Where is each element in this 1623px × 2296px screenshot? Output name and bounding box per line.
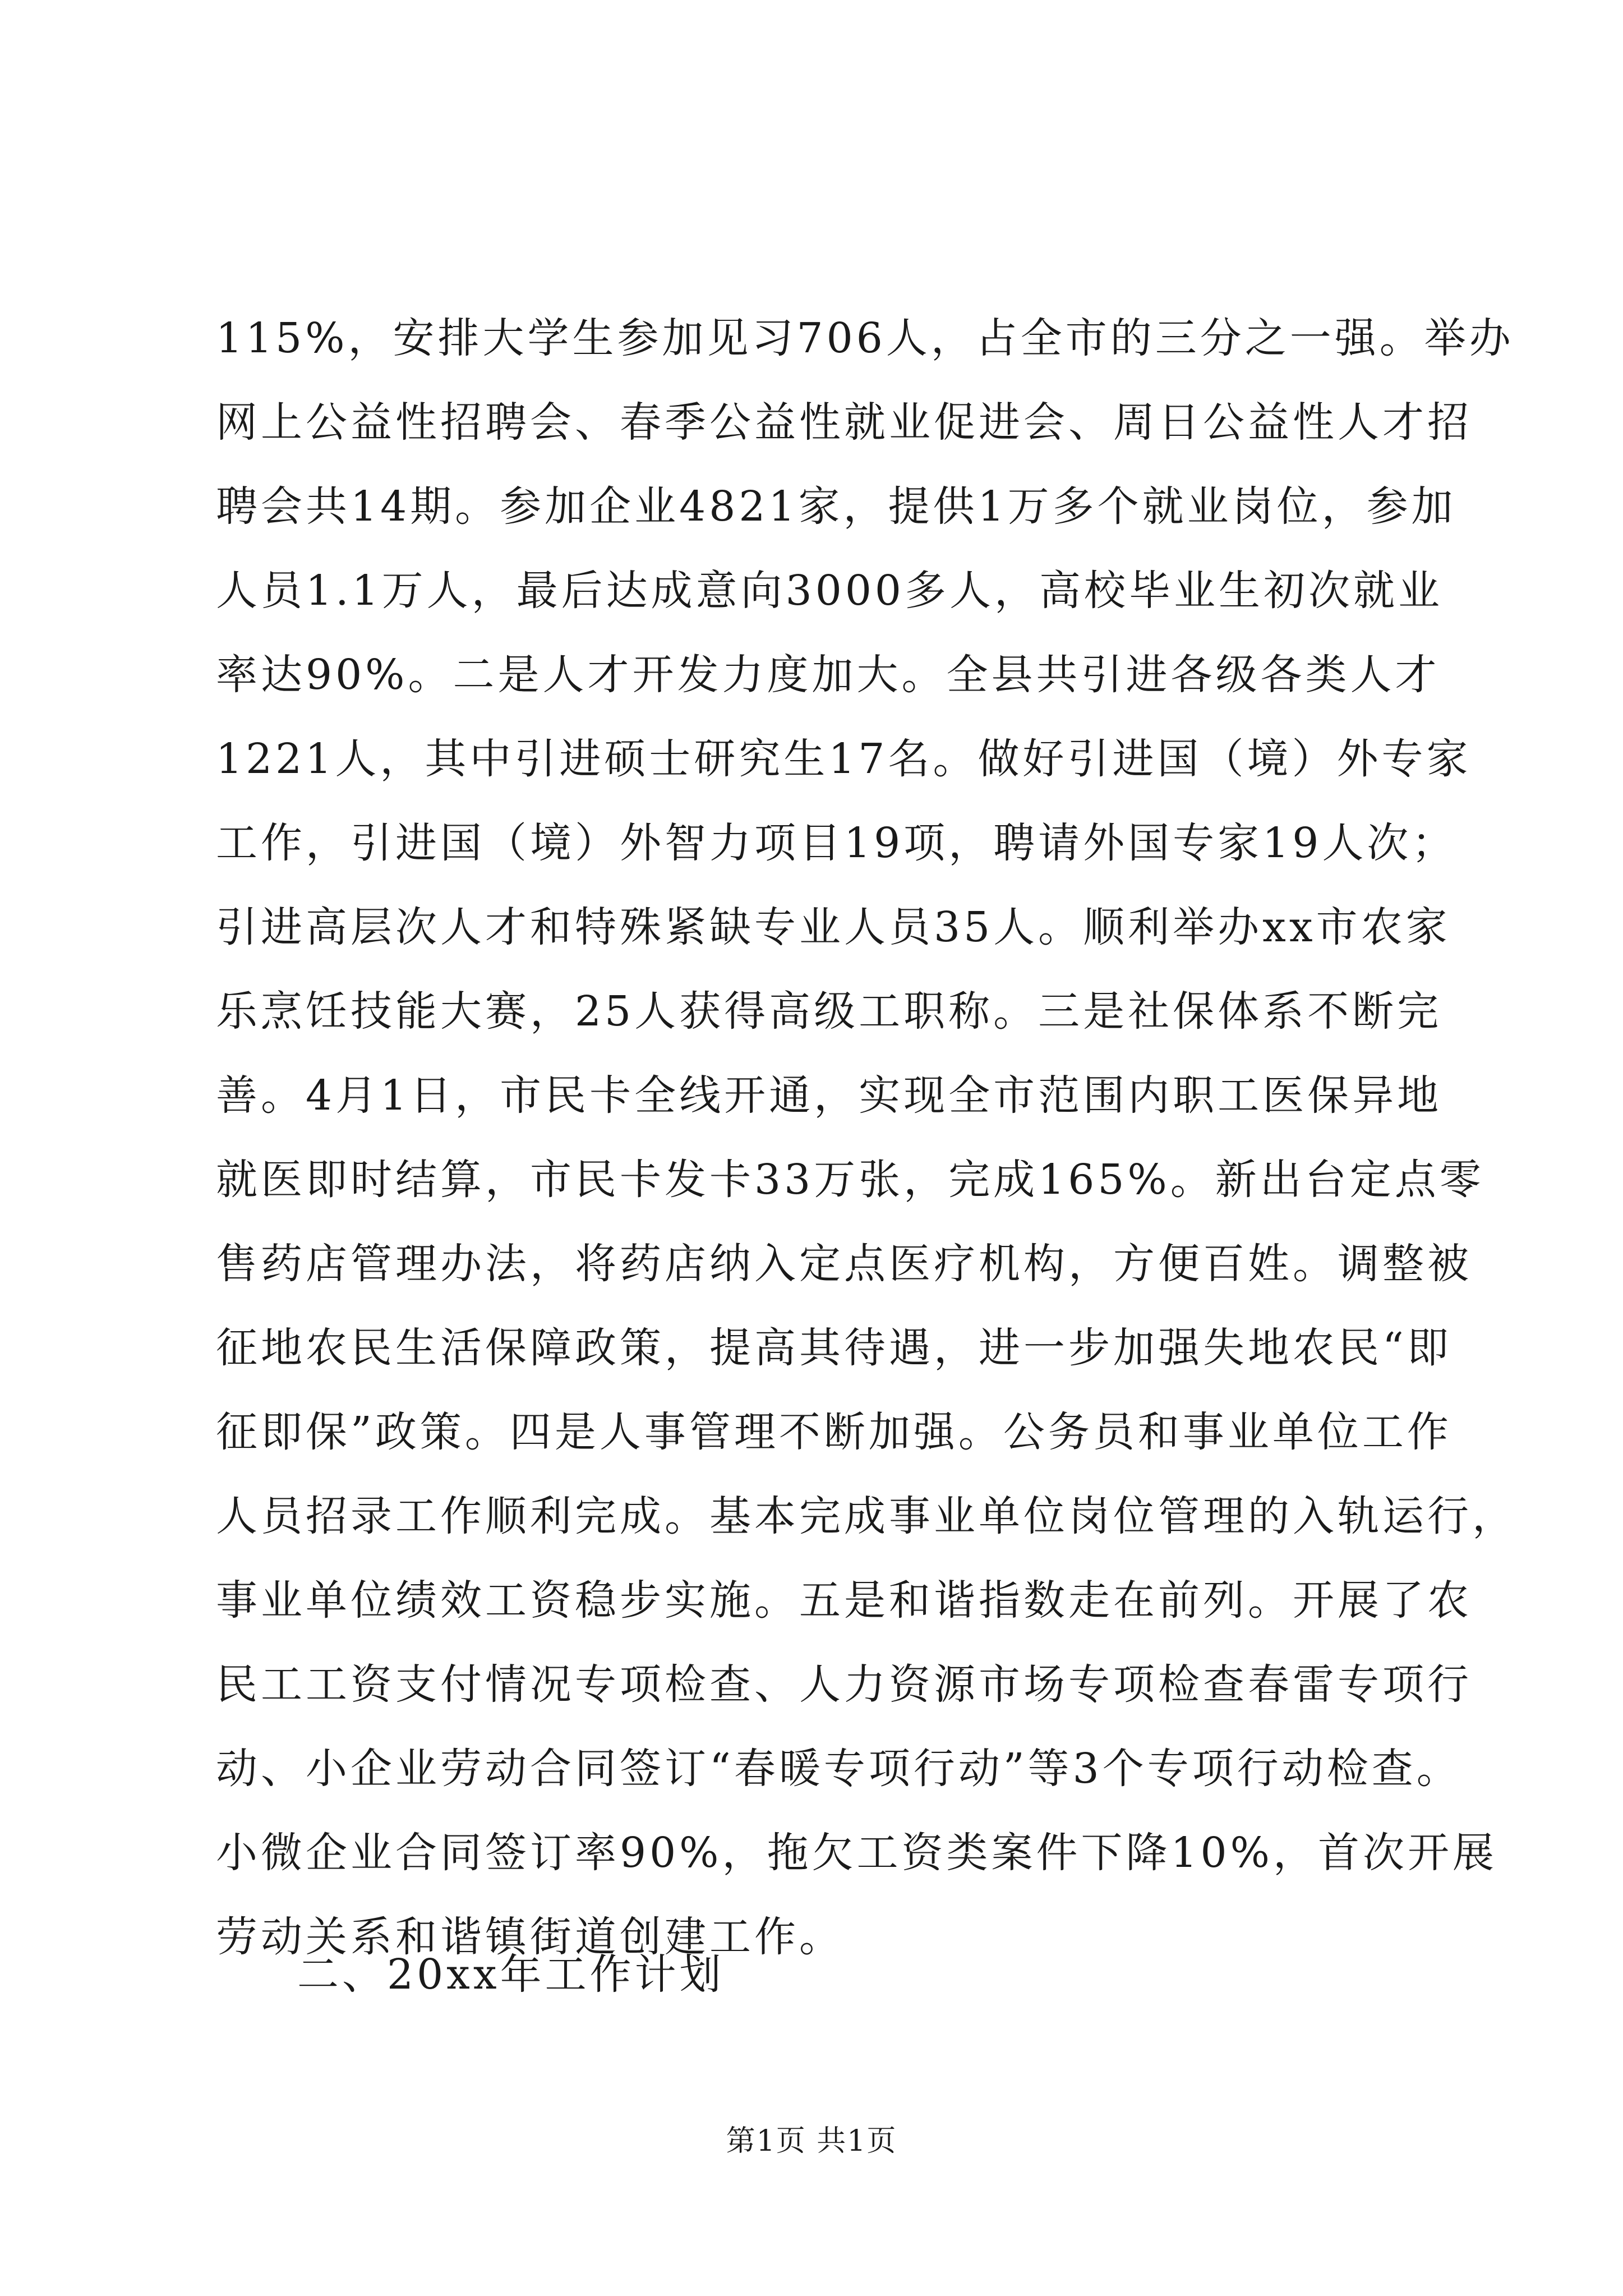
text-line: 乐烹饪技能大赛，25人获得高级工职称。三是社保体系不断完 bbox=[216, 987, 1442, 1036]
text-line: 民工工资支付情况专项检查、人力资源市场专项检查春雷专项行 bbox=[216, 1660, 1472, 1709]
text-line: 劳动关系和谐镇街道创建工作。 bbox=[216, 1913, 844, 1961]
text-line: 引进高层次人才和特殊紧缺专业人员35人。顺利举办xx市农家 bbox=[216, 903, 1451, 951]
text-line: 征即保”政策。四是人事管理不断加强。公务员和事业单位工作 bbox=[216, 1408, 1452, 1456]
text-line: 率达90%。二是人才开发力度加大。全县共引进各级各类人才 bbox=[216, 651, 1440, 699]
text-line: 动、小企业劳动合同签订“春暖专项行动”等3个专项行动检查。 bbox=[216, 1745, 1461, 1793]
text-line: 人员1.1万人，最后达成意向3000多人，高校毕业生初次就业 bbox=[216, 567, 1444, 615]
text-line: 网上公益性招聘会、春季公益性就业促进会、周日公益性人才招 bbox=[216, 398, 1472, 447]
text-line: 售药店管理办法，将药店纳入定点医疗机构，方便百姓。调整被 bbox=[216, 1240, 1472, 1288]
text-line: 115%，安排大学生参加见习706人，占全市的三分之一强。举办 bbox=[216, 314, 1514, 362]
text-line: 就医即时结算，市民卡发卡33万张，完成165%。新出台定点零 bbox=[216, 1156, 1484, 1204]
text-line: 征地农民生活保障政策，提高其待遇，进一步加强失地农民“即 bbox=[216, 1324, 1452, 1372]
text-line: 事业单位绩效工资稳步实施。五是和谐指数走在前列。开展了农 bbox=[216, 1576, 1472, 1625]
text-line: 聘会共14期。参加企业4821家，提供1万多个就业岗位，参加 bbox=[216, 482, 1456, 531]
text-line: 人员招录工作顺利完成。基本完成事业单位岗位管理的入轨运行， bbox=[216, 1492, 1517, 1540]
page-footer: 第1页 共1页 bbox=[726, 2124, 897, 2158]
text-line: 小微企业合同签订率90%，拖欠工资类案件下降10%，首次开展 bbox=[216, 1829, 1497, 1877]
section-heading: 二、20xx年工作计划 bbox=[297, 1950, 725, 1999]
text-line: 1221人，其中引进硕士研究生17名。做好引进国（境）外专家 bbox=[216, 735, 1472, 783]
body-paragraph bbox=[216, 296, 1517, 1979]
text-line: 善。4月1日，市民卡全线开通，实现全市范围内职工医保异地 bbox=[216, 1071, 1442, 1120]
text-line: 工作，引进国（境）外智力项目19项，聘请外国专家19人次； bbox=[216, 819, 1457, 867]
